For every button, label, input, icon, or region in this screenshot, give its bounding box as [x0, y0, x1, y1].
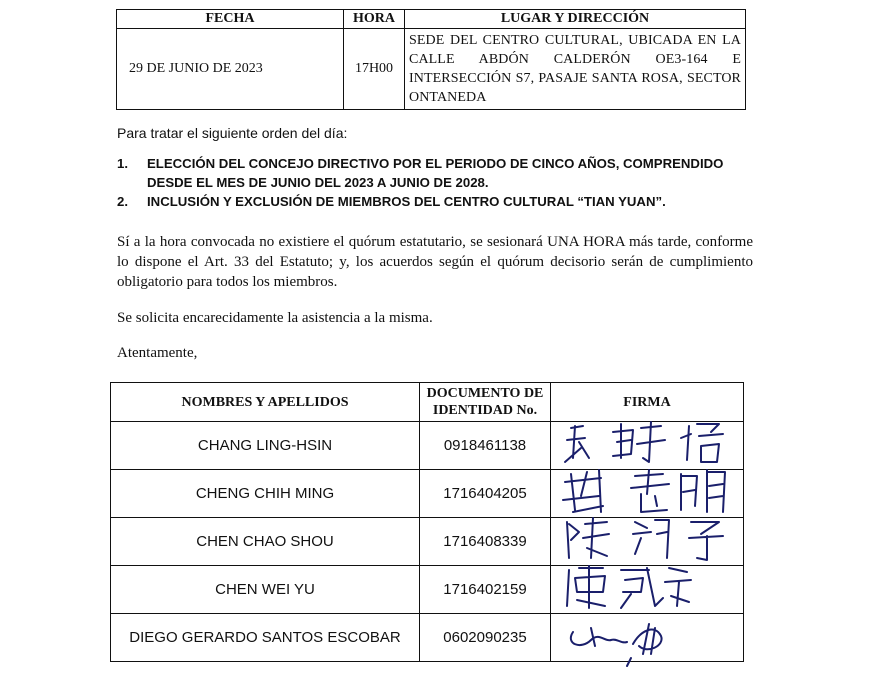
- member-id: 1716408339: [420, 518, 551, 566]
- header-hour: HORA: [344, 10, 405, 29]
- header-place: LUGAR Y DIRECCIÓN: [405, 10, 746, 29]
- member-name: CHEN WEI YU: [111, 566, 420, 614]
- table-row: [111, 614, 744, 662]
- handwritten-signature-icon: [551, 610, 741, 660]
- member-name: CHENG CHIH MING: [111, 470, 420, 518]
- header-id-document: DOCUMENTO DE IDENTIDAD No.: [420, 383, 551, 422]
- header-names: NOMBRES Y APELLIDOS: [111, 383, 420, 422]
- table-row: [111, 566, 744, 614]
- agenda-item-text: INCLUSIÓN Y EXCLUSIÓN DE MIEMBROS DEL CENTRO CULTURAL “TIAN YUAN”.: [147, 194, 666, 209]
- closing-salutation: Atentamente,: [117, 345, 198, 361]
- signatures-table: [110, 382, 744, 662]
- attendance-request: Se solicita encarecidamente la asistencia a la misma.: [117, 310, 433, 326]
- member-id: 1716404205: [420, 470, 551, 518]
- member-name: CHEN CHAO SHOU: [111, 518, 420, 566]
- meeting-hour: 17H00: [344, 29, 405, 110]
- quorum-paragraph: Sí a la hora convocada no existiere el quórum estatutario, se sesionará UNA HORA más tarde, conforme lo dispone el Art. 33 del Estatuto; y, los acuerdos según el quórum decisorio serán de cumplimiento obligatorio para todos los miembros.: [117, 234, 753, 290]
- meeting-header-row: [117, 10, 746, 29]
- handwritten-signature-icon: [551, 466, 741, 516]
- member-id: 0918461138: [420, 422, 551, 470]
- table-row: [111, 422, 744, 470]
- member-id: 1716402159: [420, 566, 551, 614]
- member-signature: [551, 422, 744, 470]
- handwritten-signature-icon: [551, 562, 741, 612]
- meeting-data-row: [117, 29, 746, 110]
- header-date: FECHA: [117, 10, 344, 29]
- member-name: DIEGO GERARDO SANTOS ESCOBAR: [111, 614, 420, 662]
- table-row: [111, 518, 744, 566]
- agenda-list: [117, 154, 757, 211]
- meeting-details-table: [116, 9, 746, 110]
- member-name: CHANG LING-HSIN: [111, 422, 420, 470]
- agenda-item: [117, 192, 757, 211]
- member-id: 0602090235: [420, 614, 551, 662]
- member-signature: [551, 566, 744, 614]
- table-row: [111, 470, 744, 518]
- meeting-place: SEDE DEL CENTRO CULTURAL, UBICADA EN LA CALLE ABDÓN CALDERÓN OE3-164 E INTERSECCIÓN S7, PASAJE SANTA ROSA, SECTOR ONTANEDA: [405, 29, 746, 110]
- agenda-item-number: 1.: [117, 156, 128, 171]
- handwritten-signature-icon: [551, 418, 741, 468]
- header-signature: FIRMA: [551, 383, 744, 422]
- member-signature: [551, 470, 744, 518]
- agenda-item-number: 2.: [117, 194, 128, 209]
- meeting-date: 29 DE JUNIO DE 2023: [117, 29, 344, 110]
- member-signature: [551, 614, 744, 662]
- agenda-intro: Para tratar el siguiente orden del día:: [117, 125, 348, 141]
- member-signature: [551, 518, 744, 566]
- agenda-item-text: ELECCIÓN DEL CONCEJO DIRECTIVO POR EL PERIODO DE CINCO AÑOS, COMPRENDIDO DESDE EL MES DE JUNIO DEL 2023 A JUNIO DE 2028.: [147, 156, 724, 190]
- agenda-item: [117, 154, 757, 192]
- handwritten-signature-icon: [551, 514, 741, 564]
- signatures-header-row: [111, 383, 744, 422]
